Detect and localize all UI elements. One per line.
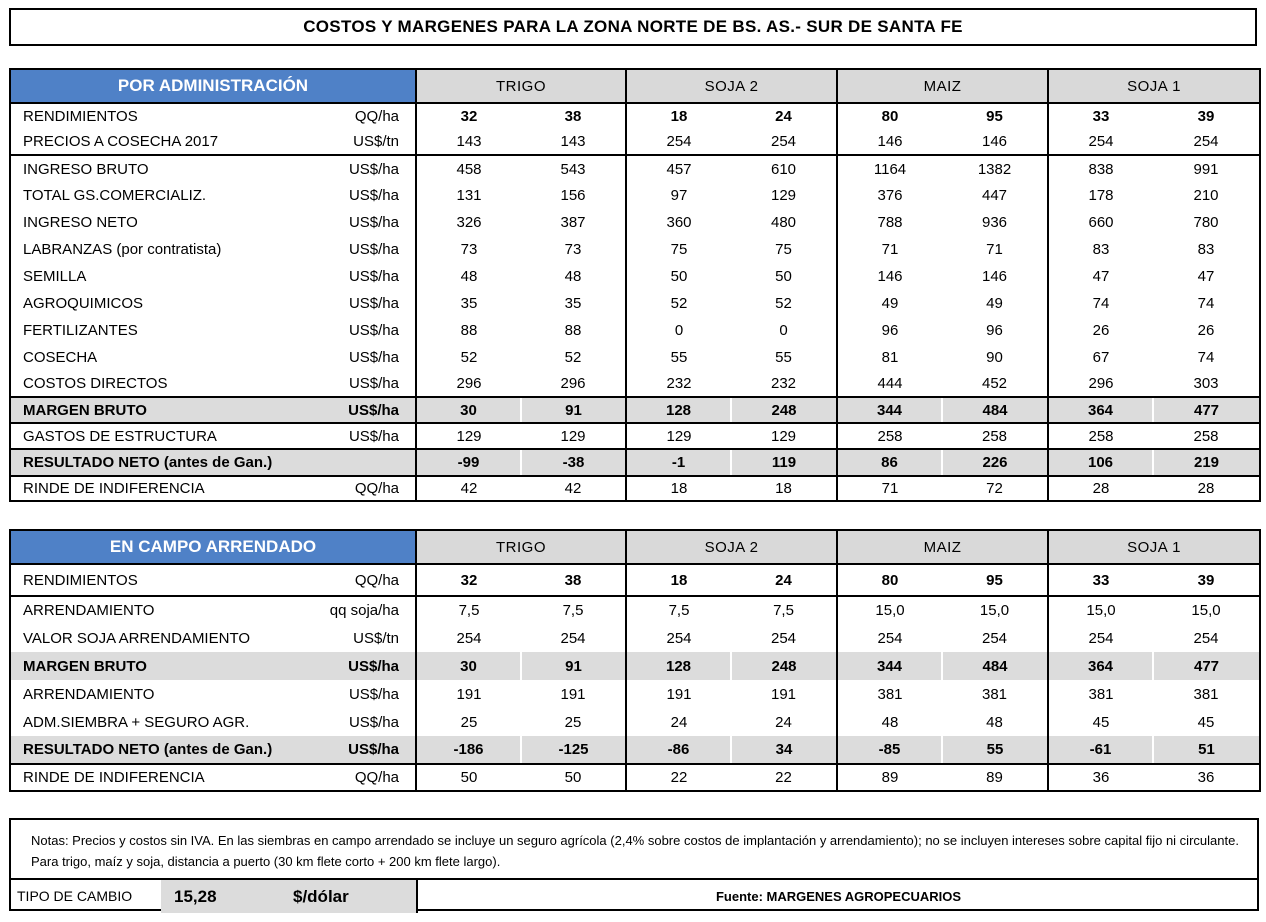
value-cell: -186 bbox=[416, 736, 521, 764]
value-cell: 7,5 bbox=[731, 596, 837, 624]
table-row bbox=[10, 652, 1260, 680]
table-row bbox=[10, 564, 1260, 596]
table-row bbox=[10, 397, 1260, 423]
value-cell: 477 bbox=[1153, 397, 1260, 423]
row-label: INGRESO BRUTO bbox=[23, 160, 149, 178]
row-label: COSECHA bbox=[23, 349, 98, 366]
row-label: RINDE DE INDIFERENCIA bbox=[23, 769, 205, 786]
value-cell: 248 bbox=[731, 652, 837, 680]
value-cell: 191 bbox=[666, 685, 692, 703]
row-unit: US$/ha bbox=[324, 423, 416, 449]
row-unit: US$/ha bbox=[324, 680, 416, 708]
table-row bbox=[10, 155, 1260, 182]
value-cell: 50 bbox=[460, 769, 478, 786]
value-cell: 38 bbox=[521, 103, 626, 129]
row-label: RESULTADO NETO (antes de Gan.) bbox=[10, 449, 324, 476]
value-cell: 80 bbox=[837, 564, 942, 596]
row-unit: US$/ha bbox=[324, 182, 416, 209]
value-cell: 838 bbox=[1088, 160, 1114, 178]
value-cell: 254 bbox=[1193, 629, 1219, 647]
value-cell: 458 bbox=[456, 160, 482, 178]
value-cell: 219 bbox=[1153, 449, 1260, 476]
value-cell: 74 bbox=[1092, 295, 1110, 312]
value-cell: 610 bbox=[731, 155, 837, 182]
value-cell: 191 bbox=[731, 680, 837, 708]
value-cell: 146 bbox=[942, 129, 1048, 155]
table-arrendado bbox=[9, 529, 1261, 792]
value-cell: 15,0 bbox=[875, 602, 905, 619]
value-cell: 991 bbox=[1193, 160, 1219, 178]
value-cell: 83 bbox=[1092, 241, 1110, 258]
table-row bbox=[10, 736, 1260, 764]
value-cell: 52 bbox=[670, 295, 688, 312]
value-cell: 660 bbox=[1088, 214, 1114, 231]
value-cell: 452 bbox=[942, 371, 1048, 397]
row-unit: US$/ha bbox=[324, 236, 416, 263]
value-cell: 477 bbox=[1153, 652, 1260, 680]
crop-soja-2: SOJA 2 bbox=[626, 69, 837, 103]
value-cell: 36 bbox=[1197, 769, 1215, 786]
value-cell: 788 bbox=[877, 214, 903, 231]
page-title: COSTOS Y MARGENES PARA LA ZONA NORTE DE BS. AS.- SUR DE SANTA FE bbox=[9, 8, 1257, 46]
row-label: ARRENDAMIENTO bbox=[23, 602, 155, 619]
table-row bbox=[10, 624, 1260, 652]
table-row bbox=[10, 371, 1260, 397]
value-cell: 51 bbox=[1153, 736, 1260, 764]
value-cell: 254 bbox=[942, 624, 1048, 652]
value-cell: 88 bbox=[521, 317, 626, 344]
row-unit: QQ/ha bbox=[324, 564, 416, 596]
value-cell: 381 bbox=[1193, 685, 1219, 703]
row-unit: US$/tn bbox=[324, 624, 416, 652]
value-cell: 226 bbox=[942, 449, 1048, 476]
value-cell: 254 bbox=[731, 624, 837, 652]
value-cell: 90 bbox=[942, 344, 1048, 371]
value-cell: 381 bbox=[1088, 685, 1114, 703]
table-row bbox=[10, 449, 1260, 476]
value-cell: 34 bbox=[731, 736, 837, 764]
section-title: POR ADMINISTRACIÓN bbox=[10, 69, 416, 103]
section-title: EN CAMPO ARRENDADO bbox=[10, 530, 416, 564]
table-header bbox=[10, 69, 1260, 103]
value-cell: 484 bbox=[942, 397, 1048, 423]
value-cell: 48 bbox=[942, 708, 1048, 736]
value-cell: -1 bbox=[626, 449, 731, 476]
value-cell: 96 bbox=[881, 322, 899, 339]
row-unit: US$/ha bbox=[324, 397, 416, 423]
value-cell: 248 bbox=[731, 397, 837, 423]
value-cell: 55 bbox=[731, 344, 837, 371]
value-cell: 83 bbox=[1197, 241, 1215, 258]
value-cell: 258 bbox=[942, 423, 1048, 449]
value-cell: 143 bbox=[521, 129, 626, 155]
value-cell: 258 bbox=[1088, 427, 1114, 445]
row-label: INGRESO NETO bbox=[23, 214, 138, 231]
value-cell: 18 bbox=[626, 564, 731, 596]
crop-soja-2: SOJA 2 bbox=[626, 530, 837, 564]
value-cell: 444 bbox=[877, 375, 903, 392]
value-cell: 232 bbox=[666, 375, 692, 392]
value-cell: 178 bbox=[1088, 187, 1114, 204]
value-cell: 254 bbox=[731, 129, 837, 155]
value-cell: 22 bbox=[670, 769, 688, 786]
crop-trigo: TRIGO bbox=[416, 69, 626, 103]
value-cell: 73 bbox=[521, 236, 626, 263]
table-administracion bbox=[9, 68, 1261, 502]
row-label: MARGEN BRUTO bbox=[10, 652, 324, 680]
source-text: Fuente: MARGENES AGROPECUARIOS bbox=[416, 880, 1259, 913]
value-cell: 50 bbox=[521, 764, 626, 791]
value-cell: 15,0 bbox=[1086, 602, 1116, 619]
row-label: COSTOS DIRECTOS bbox=[23, 375, 168, 392]
value-cell: 35 bbox=[521, 290, 626, 317]
value-cell: 30 bbox=[416, 397, 521, 423]
row-unit: US$/ha bbox=[324, 736, 416, 764]
value-cell: 67 bbox=[1092, 349, 1110, 366]
row-label: RENDIMIENTOS bbox=[23, 108, 138, 125]
row-label: ADM.SIEMBRA + SEGURO AGR. bbox=[23, 713, 250, 731]
value-cell: 55 bbox=[670, 349, 688, 366]
row-label: VALOR SOJA ARRENDAMIENTO bbox=[23, 629, 250, 647]
table-row bbox=[10, 476, 1260, 501]
table-row bbox=[10, 236, 1260, 263]
value-cell: 26 bbox=[1092, 322, 1110, 339]
value-cell: 15,0 bbox=[942, 596, 1048, 624]
value-cell: 128 bbox=[626, 652, 731, 680]
value-cell: 457 bbox=[666, 160, 692, 178]
row-unit: qq soja/ha bbox=[324, 596, 416, 624]
value-cell: 254 bbox=[666, 629, 692, 647]
value-cell: 86 bbox=[837, 449, 942, 476]
row-label: TOTAL GS.COMERCIALIZ. bbox=[23, 187, 207, 204]
value-cell: -85 bbox=[837, 736, 942, 764]
value-cell: 49 bbox=[881, 295, 899, 312]
crop-soja-1: SOJA 1 bbox=[1048, 530, 1260, 564]
value-cell: 24 bbox=[731, 564, 837, 596]
value-cell: 344 bbox=[837, 652, 942, 680]
value-cell: 191 bbox=[521, 680, 626, 708]
value-cell: 254 bbox=[1088, 629, 1114, 647]
value-cell: 146 bbox=[877, 268, 903, 285]
value-cell: 129 bbox=[731, 182, 837, 209]
row-unit: US$/ha bbox=[324, 371, 416, 397]
row-unit: US$/ha bbox=[324, 708, 416, 736]
value-cell: 36 bbox=[1092, 769, 1110, 786]
value-cell: 26 bbox=[1197, 322, 1215, 339]
row-label: FERTILIZANTES bbox=[23, 322, 138, 339]
value-cell: 24 bbox=[670, 713, 688, 731]
value-cell: 95 bbox=[942, 103, 1048, 129]
row-unit: US$/ha bbox=[324, 209, 416, 236]
value-cell: 146 bbox=[942, 263, 1048, 290]
row-label: RINDE DE INDIFERENCIA bbox=[23, 480, 205, 497]
value-cell: 344 bbox=[837, 397, 942, 423]
row-unit: US$/tn bbox=[324, 129, 416, 155]
value-cell: 376 bbox=[877, 187, 903, 204]
row-unit bbox=[324, 449, 416, 476]
value-cell: 39 bbox=[1153, 564, 1260, 596]
row-unit: QQ/ha bbox=[324, 764, 416, 791]
value-cell: 191 bbox=[456, 685, 482, 703]
row-unit: US$/ha bbox=[324, 652, 416, 680]
table-row bbox=[10, 103, 1260, 129]
table-row bbox=[10, 290, 1260, 317]
value-cell: 33 bbox=[1092, 108, 1110, 125]
value-cell: 296 bbox=[456, 375, 482, 392]
row-unit: QQ/ha bbox=[324, 103, 416, 129]
value-cell: 45 bbox=[1092, 713, 1110, 731]
value-cell: 254 bbox=[626, 129, 731, 155]
crop-maiz: MAIZ bbox=[837, 69, 1048, 103]
table-row bbox=[10, 596, 1260, 624]
value-cell: 91 bbox=[521, 652, 626, 680]
value-cell: 254 bbox=[521, 624, 626, 652]
value-cell: 146 bbox=[837, 129, 942, 155]
value-cell: 254 bbox=[456, 629, 482, 647]
value-cell: 24 bbox=[731, 103, 837, 129]
value-cell: 232 bbox=[731, 371, 837, 397]
value-cell: 156 bbox=[521, 182, 626, 209]
value-cell: 480 bbox=[731, 209, 837, 236]
value-cell: 71 bbox=[881, 480, 899, 497]
table-row bbox=[10, 129, 1260, 155]
value-cell: 22 bbox=[731, 764, 837, 791]
value-cell: 129 bbox=[521, 423, 626, 449]
value-cell: 25 bbox=[460, 713, 478, 731]
value-cell: 50 bbox=[731, 263, 837, 290]
value-cell: 80 bbox=[881, 108, 899, 125]
value-cell: 364 bbox=[1048, 652, 1153, 680]
row-unit: QQ/ha bbox=[324, 476, 416, 501]
value-cell: 7,5 bbox=[521, 596, 626, 624]
value-cell: 7,5 bbox=[668, 602, 690, 619]
table-row bbox=[10, 708, 1260, 736]
table-row bbox=[10, 263, 1260, 290]
value-cell: 35 bbox=[460, 295, 478, 312]
row-label: RESULTADO NETO (antes de Gan.) bbox=[10, 736, 324, 764]
value-cell: 73 bbox=[460, 241, 478, 258]
value-cell: 52 bbox=[731, 290, 837, 317]
value-cell: 47 bbox=[1092, 268, 1110, 285]
value-cell: -86 bbox=[626, 736, 731, 764]
value-cell: 81 bbox=[881, 349, 899, 366]
value-cell: 49 bbox=[942, 290, 1048, 317]
value-cell: 75 bbox=[731, 236, 837, 263]
value-cell: 381 bbox=[942, 680, 1048, 708]
value-cell: 387 bbox=[521, 209, 626, 236]
value-cell: 50 bbox=[670, 268, 688, 285]
value-cell: 28 bbox=[1197, 480, 1215, 497]
value-cell: 88 bbox=[460, 322, 478, 339]
value-cell: 129 bbox=[731, 423, 837, 449]
notes-box bbox=[9, 818, 1259, 911]
value-cell: 89 bbox=[881, 769, 899, 786]
table-header bbox=[10, 530, 1260, 564]
row-unit: US$/ha bbox=[324, 263, 416, 290]
value-cell: 74 bbox=[1197, 349, 1215, 366]
value-cell: 296 bbox=[521, 371, 626, 397]
value-cell: 42 bbox=[460, 480, 478, 497]
value-cell: 0 bbox=[731, 317, 837, 344]
value-cell: 303 bbox=[1193, 375, 1219, 392]
table-row bbox=[10, 344, 1260, 371]
table-row bbox=[10, 423, 1260, 449]
value-cell: 296 bbox=[1088, 375, 1114, 392]
exchange-rate-label: TIPO DE CAMBIO bbox=[17, 888, 133, 904]
value-cell: 106 bbox=[1048, 449, 1153, 476]
row-unit: US$/ha bbox=[324, 317, 416, 344]
value-cell: 72 bbox=[942, 476, 1048, 501]
value-cell: 1382 bbox=[942, 155, 1048, 182]
row-label: AGROQUIMICOS bbox=[23, 295, 144, 312]
value-cell: 32 bbox=[416, 564, 521, 596]
value-cell: 52 bbox=[460, 349, 478, 366]
value-cell: 780 bbox=[1193, 214, 1219, 231]
value-cell: 42 bbox=[521, 476, 626, 501]
value-cell: 55 bbox=[942, 736, 1048, 764]
value-cell: 71 bbox=[881, 241, 899, 258]
value-cell: 33 bbox=[1048, 564, 1153, 596]
value-cell: 30 bbox=[416, 652, 521, 680]
value-cell: 129 bbox=[456, 427, 482, 445]
row-label: LABRANZAS (por contratista) bbox=[23, 241, 222, 258]
exchange-rate-value: 15,28 bbox=[174, 887, 217, 906]
value-cell: 48 bbox=[881, 713, 899, 731]
value-cell: 95 bbox=[942, 564, 1048, 596]
value-cell: 52 bbox=[521, 344, 626, 371]
value-cell: 0 bbox=[674, 322, 684, 339]
row-label: RENDIMIENTOS bbox=[10, 564, 324, 596]
value-cell: 254 bbox=[1048, 129, 1153, 155]
value-cell: 210 bbox=[1193, 187, 1219, 204]
value-cell: 131 bbox=[456, 187, 482, 204]
value-cell: 28 bbox=[1092, 480, 1110, 497]
value-cell: 128 bbox=[626, 397, 731, 423]
value-cell: -125 bbox=[521, 736, 626, 764]
table-row bbox=[10, 182, 1260, 209]
value-cell: 96 bbox=[942, 317, 1048, 344]
value-cell: 74 bbox=[1197, 295, 1215, 312]
value-cell: 129 bbox=[666, 427, 692, 445]
exchange-rate-unit: $/dólar bbox=[293, 887, 349, 906]
value-cell: -61 bbox=[1048, 736, 1153, 764]
value-cell: 258 bbox=[877, 427, 903, 445]
value-cell: 91 bbox=[521, 397, 626, 423]
value-cell: 15,0 bbox=[1191, 602, 1221, 619]
value-cell: 143 bbox=[416, 129, 521, 155]
value-cell: 326 bbox=[456, 214, 482, 231]
value-cell: 936 bbox=[942, 209, 1048, 236]
value-cell: 18 bbox=[731, 476, 837, 501]
row-unit: US$/ha bbox=[324, 344, 416, 371]
crop-soja-1: SOJA 1 bbox=[1048, 69, 1260, 103]
row-label: PRECIOS A COSECHA 2017 bbox=[10, 129, 324, 155]
crop-maiz: MAIZ bbox=[837, 530, 1048, 564]
value-cell: 38 bbox=[521, 564, 626, 596]
value-cell: 381 bbox=[877, 685, 903, 703]
table-row bbox=[10, 317, 1260, 344]
value-cell: 543 bbox=[521, 155, 626, 182]
notes-text: Notas: Precios y costos sin IVA. En las siembras en campo arrendado se incluye un seguro agrícola (2,4% sobre costos de implantación y arrendamiento); no se incluyen intereses sobre capital fijo ni circulante. Para trigo, maíz y soja, distancia a puerto (30 km flete corto + 200 km flete largo). bbox=[31, 833, 1239, 869]
value-cell: 484 bbox=[942, 652, 1048, 680]
row-unit: US$/ha bbox=[324, 290, 416, 317]
value-cell: 97 bbox=[670, 187, 688, 204]
row-label: MARGEN BRUTO bbox=[10, 397, 324, 423]
value-cell: 47 bbox=[1197, 268, 1215, 285]
value-cell: -99 bbox=[416, 449, 521, 476]
value-cell: 24 bbox=[731, 708, 837, 736]
value-cell: 48 bbox=[460, 268, 478, 285]
value-cell: 45 bbox=[1197, 713, 1215, 731]
value-cell: 25 bbox=[521, 708, 626, 736]
row-unit: US$/ha bbox=[324, 155, 416, 182]
value-cell: 48 bbox=[521, 263, 626, 290]
table-row bbox=[10, 680, 1260, 708]
row-label: ARRENDAMIENTO bbox=[23, 685, 155, 703]
notes-footer bbox=[11, 878, 1257, 913]
value-cell: 39 bbox=[1197, 108, 1215, 125]
value-cell: -38 bbox=[521, 449, 626, 476]
value-cell: 89 bbox=[942, 764, 1048, 791]
row-label: SEMILLA bbox=[23, 268, 87, 285]
crop-trigo: TRIGO bbox=[416, 530, 626, 564]
value-cell: 1164 bbox=[873, 160, 907, 178]
value-cell: 364 bbox=[1048, 397, 1153, 423]
table-row bbox=[10, 209, 1260, 236]
table-row bbox=[10, 764, 1260, 791]
value-cell: 254 bbox=[877, 629, 903, 647]
value-cell: 7,5 bbox=[458, 602, 480, 619]
value-cell: 71 bbox=[942, 236, 1048, 263]
value-cell: 18 bbox=[670, 108, 688, 125]
value-cell: 18 bbox=[670, 480, 688, 497]
value-cell: 75 bbox=[670, 241, 688, 258]
value-cell: 258 bbox=[1193, 427, 1219, 445]
value-cell: 119 bbox=[731, 449, 837, 476]
value-cell: 447 bbox=[942, 182, 1048, 209]
row-label: GASTOS DE ESTRUCTURA bbox=[23, 427, 217, 445]
value-cell: 254 bbox=[1153, 129, 1260, 155]
value-cell: 32 bbox=[460, 108, 478, 125]
value-cell: 360 bbox=[666, 214, 692, 231]
